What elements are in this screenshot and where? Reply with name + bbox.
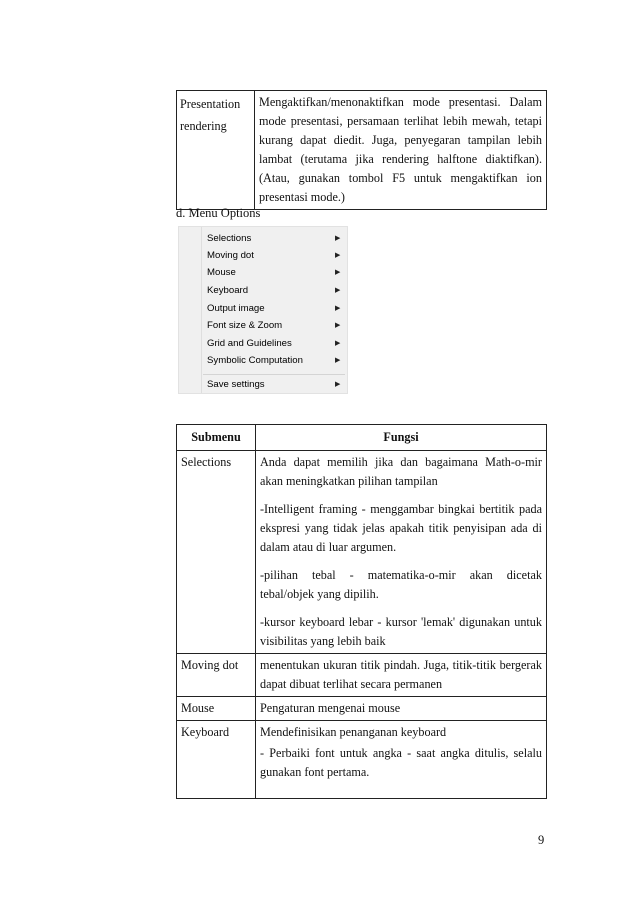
- term-line: rendering: [180, 119, 227, 133]
- menu-item-symbolic-computation[interactable]: [179, 352, 347, 369]
- menu-item-label: Symbolic Computation: [207, 355, 303, 366]
- submenu-function-table: [176, 424, 547, 799]
- submenu-cell: Mouse: [177, 697, 256, 721]
- menu-item-save-settings[interactable]: [179, 376, 347, 393]
- submenu-arrow-icon: ▶: [335, 305, 341, 312]
- function-paragraph: menentukan ukuran titik pindah. Juga, titik-titik bergerak dapat dibuat terlihat secara permanen: [260, 658, 542, 691]
- menu-item-moving-dot[interactable]: [179, 247, 347, 264]
- function-paragraph: -Intelligent framing - menggambar bingkai bertitik pada ekspresi yang tidak jelas apakah titik penyisipan ada di dalam atau di luar argumen.: [260, 502, 542, 554]
- description-cell: Mengaktifkan/menonaktifkan mode presentasi. Dalam mode presentasi, persamaan terlihat lebih mewah, tetapi kurang dapat diedit. Juga, penyegaran tampilan lebih lambat (terutama jika rendering halftone diaktifkan). (Atau, gunakan tombol F5 untuk mengaktifkan ion presentasi mode.): [255, 91, 547, 210]
- function-paragraph: -pilihan tebal - matematika-o-mir akan dicetak tebal/objek yang dipilih.: [260, 568, 542, 601]
- submenu-cell: Moving dot: [177, 654, 256, 697]
- submenu-cell: Selections: [177, 451, 256, 654]
- submenu-arrow-icon: ▶: [335, 322, 341, 329]
- menu-item-keyboard[interactable]: [179, 282, 347, 299]
- submenu-arrow-icon: ▶: [335, 381, 341, 388]
- function-paragraph: Mendefinisikan penanganan keyboard: [260, 725, 447, 739]
- page-number: 9: [538, 833, 545, 847]
- function-cell: [256, 654, 547, 697]
- submenu-arrow-icon: ▶: [335, 287, 341, 294]
- table-header-row: [177, 425, 547, 451]
- menu-separator: [203, 374, 345, 375]
- menu-item-label: Save settings: [207, 379, 265, 390]
- function-paragraph: Anda dapat memilih jika dan bagaimana Math-o-mir akan meningkatkan pilihan tampilan: [260, 455, 542, 488]
- menu-item-label: Mouse: [207, 267, 236, 278]
- submenu-arrow-icon: ▶: [335, 269, 341, 276]
- function-paragraph: Pengaturan mengenai mouse: [260, 701, 401, 715]
- header-submenu: Submenu: [177, 425, 256, 451]
- menu-item-grid-guidelines[interactable]: [179, 335, 347, 352]
- menu-item-label: Keyboard: [207, 285, 249, 296]
- menu-item-mouse[interactable]: [179, 264, 347, 281]
- menu-item-label: Grid and Guidelines: [207, 338, 292, 349]
- function-cell: [256, 721, 547, 799]
- submenu-arrow-icon: ▶: [335, 340, 341, 347]
- options-menu: [178, 226, 348, 394]
- submenu-arrow-icon: ▶: [335, 252, 341, 259]
- table-row: [177, 451, 547, 654]
- menu-item-label: Moving dot: [207, 250, 254, 261]
- menu-item-label: Selections: [207, 233, 252, 244]
- function-cell: [256, 697, 547, 721]
- menu-item-selections[interactable]: [179, 230, 347, 247]
- presentation-rendering-table: [176, 90, 547, 210]
- menu-item-label: Font size & Zoom: [207, 320, 283, 331]
- submenu-cell: Keyboard: [177, 721, 256, 799]
- table-row: [177, 91, 547, 210]
- menu-item-output-image[interactable]: [179, 300, 347, 317]
- term-line: Presentation: [180, 97, 241, 111]
- section-heading: d. Menu Options: [176, 206, 261, 220]
- table-row: [177, 721, 547, 799]
- menu-item-label: Output image: [207, 303, 265, 314]
- function-paragraph: - Perbaiki font untuk angka - saat angka ditulis, selalu gunakan font pertama.: [260, 746, 542, 779]
- function-cell: [256, 451, 547, 654]
- table-row: [177, 697, 547, 721]
- menu-item-font-size-zoom[interactable]: [179, 317, 347, 334]
- function-paragraph: -kursor keyboard lebar - kursor 'lemak' digunakan untuk visibilitas yang lebih baik: [260, 615, 542, 648]
- submenu-arrow-icon: ▶: [335, 235, 341, 242]
- header-fungsi: Fungsi: [256, 425, 547, 451]
- submenu-arrow-icon: ▶: [335, 357, 341, 364]
- table-row: [177, 654, 547, 697]
- term-cell: [177, 91, 255, 210]
